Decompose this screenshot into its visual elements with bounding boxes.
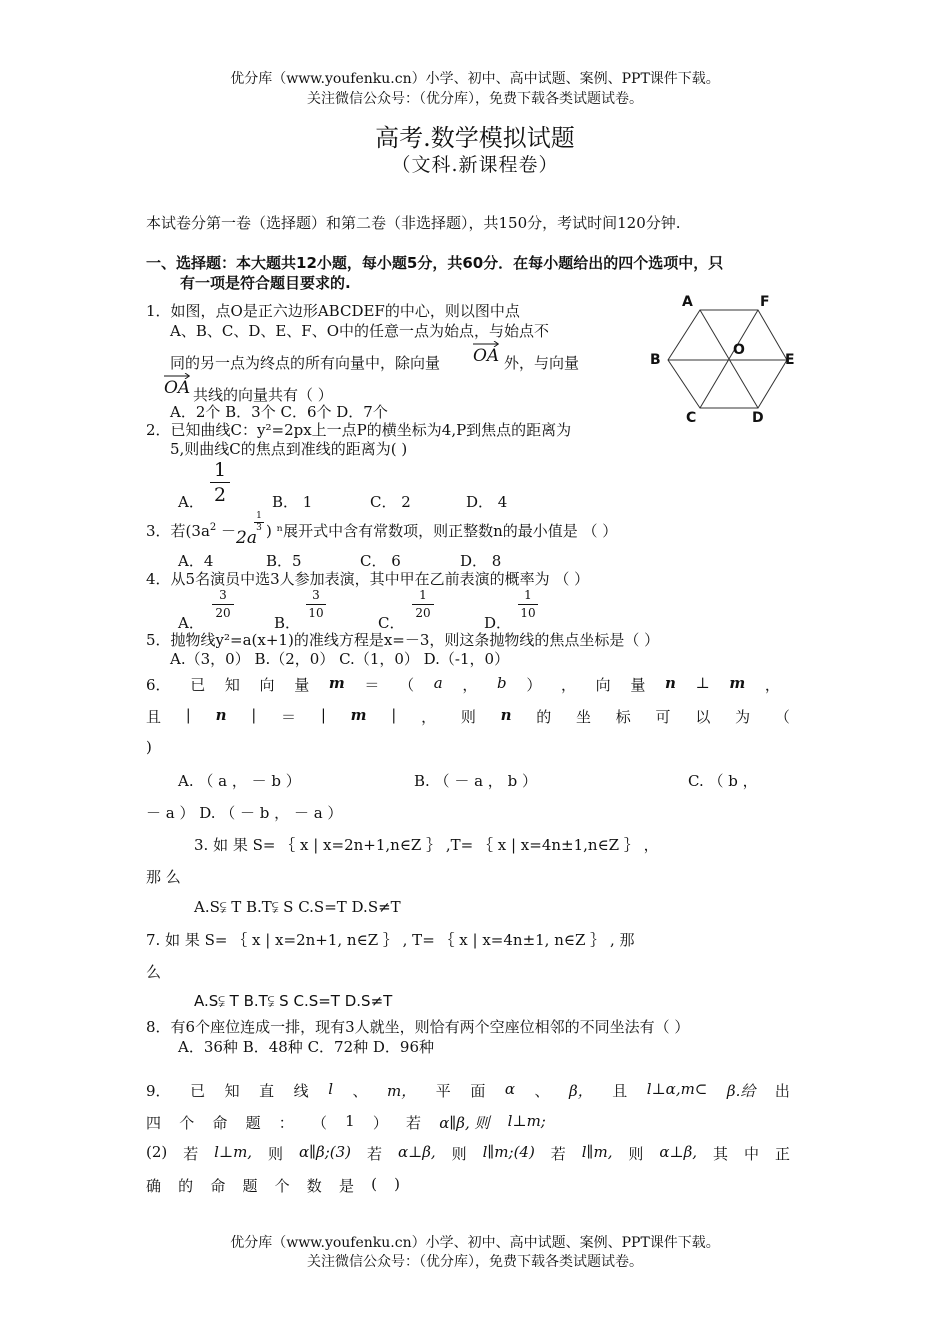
vector-arrow-icon (164, 373, 190, 379)
q8-line-1: 8．有6个座位连成一排，现有3人就坐，则恰有两个空座位相邻的不同坐法有（ ） (146, 1018, 690, 1036)
q3-option-b: B．5 (266, 552, 302, 570)
q2-fraction-a: 1 2 (210, 460, 230, 505)
q4-line-1: 4．从5名演员中选3人参加表演，其中甲在乙前表演的概率为 （ ） (146, 570, 590, 588)
q6b-row-2: 那 么 (146, 868, 181, 886)
header-line-2: 关注微信公众号：（优分库），免费下载各类试题试卷。 (307, 91, 643, 107)
q2-line-1: 2．已知曲线C：y²=2px上一点P的横坐标为4,P到焦点的距离为 (146, 421, 572, 439)
q6b-row-1: 3. 如 果 S= ｛ x | x=2n+1,n∈Z ｝ ,T= ｛ x | x=4n±1,n∈Z ｝ ， (194, 836, 659, 854)
q8-options: A．36种 B．48种 C．72种 D．96种 (178, 1038, 435, 1056)
label-c: C (686, 410, 697, 426)
q5-line-1: 5．抛物线y²=a(x+1)的准线方程是x=－3，则这条抛物线的焦点坐标是（ ） (146, 631, 660, 649)
q7-row-2: 么 (146, 963, 162, 981)
label-o: O (733, 342, 745, 358)
label-f: F (760, 294, 770, 310)
q7-options: A.S⫋ T B.T⫋ S C.S=T D.S≠T (194, 992, 393, 1010)
label-b: B (650, 352, 661, 368)
q4-option-a-label: A． (178, 614, 204, 632)
q4-fraction-c: 1 20 (412, 589, 434, 620)
q9-row-3: (2) 若 l⊥m, 则 α∥β;(3) 若 α⊥β, 则 l∥m;(4) 若 l∥m, 则 α⊥β, 其 中 正 (146, 1143, 790, 1163)
q2-option-a-label: A． (178, 493, 204, 511)
q1-options: A．2个 B．3个 C．6个 D．7个 (170, 403, 388, 421)
vector-arrow-icon (473, 341, 499, 347)
q6-row-3: ) (146, 738, 152, 756)
q3-base: 2a (236, 528, 257, 548)
q4-option-d-label: D． (484, 614, 512, 632)
q6-option-c: C. （ b ， (688, 772, 758, 790)
q1-line-1: 1．如图，点O是正六边形ABCDEF的中心，则以图中点 (146, 302, 520, 320)
footer-line-2: 关注微信公众号：（优分库），免费下载各类试题试卷。 (307, 1254, 643, 1270)
q2-option-d: D． 4 (466, 493, 508, 511)
page-title: 高考.数学模拟试题 (375, 124, 575, 152)
q6-option-a: A. （ a ， － b ） (178, 772, 301, 790)
q4-option-b-label: B． (274, 614, 301, 632)
header-line-1: 优分库（www.youfenku.cn）小学、初中、高中试题、案例、PPT课件下载。 (230, 71, 720, 87)
page-subtitle: （文科.新课程卷） (391, 154, 559, 176)
q4-fraction-d: 1 10 (518, 589, 538, 620)
q1-line-4: 共线的向量共有（ ） (193, 386, 333, 404)
label-d: D (752, 410, 764, 426)
q2-option-c: C． 2 (370, 493, 411, 511)
q2-line-2: 5,则曲线C的焦点到准线的距离为( ) (170, 440, 408, 458)
q6-row-5: － a ） D. （ － b ， － a ） (146, 804, 343, 822)
hexagon-figure (640, 290, 810, 430)
hexagon-outline (668, 310, 787, 408)
q6-option-b: B. （ － a ， b ） (414, 772, 537, 790)
q3-exponent-fraction: 1 3 (254, 512, 264, 533)
q3-stem-post: ) ⁿ展开式中含有常数项，则正整数n的最小值是 （ ） (266, 522, 618, 540)
q6-row-2: 且 | n | ＝ | m | ， 则 n 的 坐 标 可 以 为 （ (146, 706, 790, 726)
q1-line-3a: 同的另一点为终点的所有向量中，除向量 (170, 354, 441, 372)
q9-row-4: 确 的 命 题 个 数 是 ( ) (146, 1175, 400, 1195)
q4-fraction-a: 3 20 (212, 589, 234, 620)
q3-stem: 3．若($3a^2$ － (146, 522, 237, 540)
q9-row-1: 9． 已 知 直 线 l 、 m， 平 面 α 、 β， 且 l⊥α,m⊂ β.给 出 (146, 1080, 790, 1100)
q6-row-1: 6． 已 知 向 量 m ＝ （ a ， b ） ， 向 量 n ⊥ m ， (146, 674, 780, 694)
label-a: A (682, 294, 693, 310)
q1-vector-oa-2: OA (164, 378, 190, 398)
q7-row-1: 7. 如 果 S= ｛ x | x=2n+1, n∈Z ｝ , T= ｛ x | x=4n±1, n∈Z ｝ , 那 (146, 931, 635, 949)
q2-option-b: B． 1 (272, 493, 313, 511)
q1-vector-oa-1: OA (473, 346, 499, 366)
q3-option-c: C． 6 (360, 552, 401, 570)
q4-option-c-label: C． (378, 614, 405, 632)
section1-line-1: 一、选择题：本大题共12小题，每小题5分，共60分．在每小题给出的四个选项中，只 (146, 254, 724, 272)
q9-row-2: 四 个 命 题 ： （ 1 ） 若 α∥β, 则 l⊥m; (146, 1112, 546, 1132)
section1-line-2: 有一项是符合题目要求的. (180, 274, 351, 292)
label-e: E (785, 352, 795, 368)
q6b-options: A.S⫋ T B.T⫋ S C.S=T D.S≠T (194, 898, 401, 916)
q1-line-3b: 外，与向量 (504, 354, 580, 372)
q5-options: A.（3，0） B.（2，0） C.（1，0） D.（-1，0） (170, 650, 510, 668)
q1-line-2: A、B、C、D、E、F、O中的任意一点为始点，与始点不 (170, 322, 550, 340)
footer-line-1: 优分库（www.youfenku.cn）小学、初中、高中试题、案例、PPT课件下载。 (230, 1235, 720, 1251)
q3-option-d: D． 8 (460, 552, 502, 570)
q4-fraction-b: 3 10 (306, 589, 326, 620)
q3-option-a: A．4 (178, 552, 214, 570)
intro-text: 本试卷分第一卷（选择题）和第二卷（非选择题），共150分，考试时间120分钟. (146, 214, 681, 232)
